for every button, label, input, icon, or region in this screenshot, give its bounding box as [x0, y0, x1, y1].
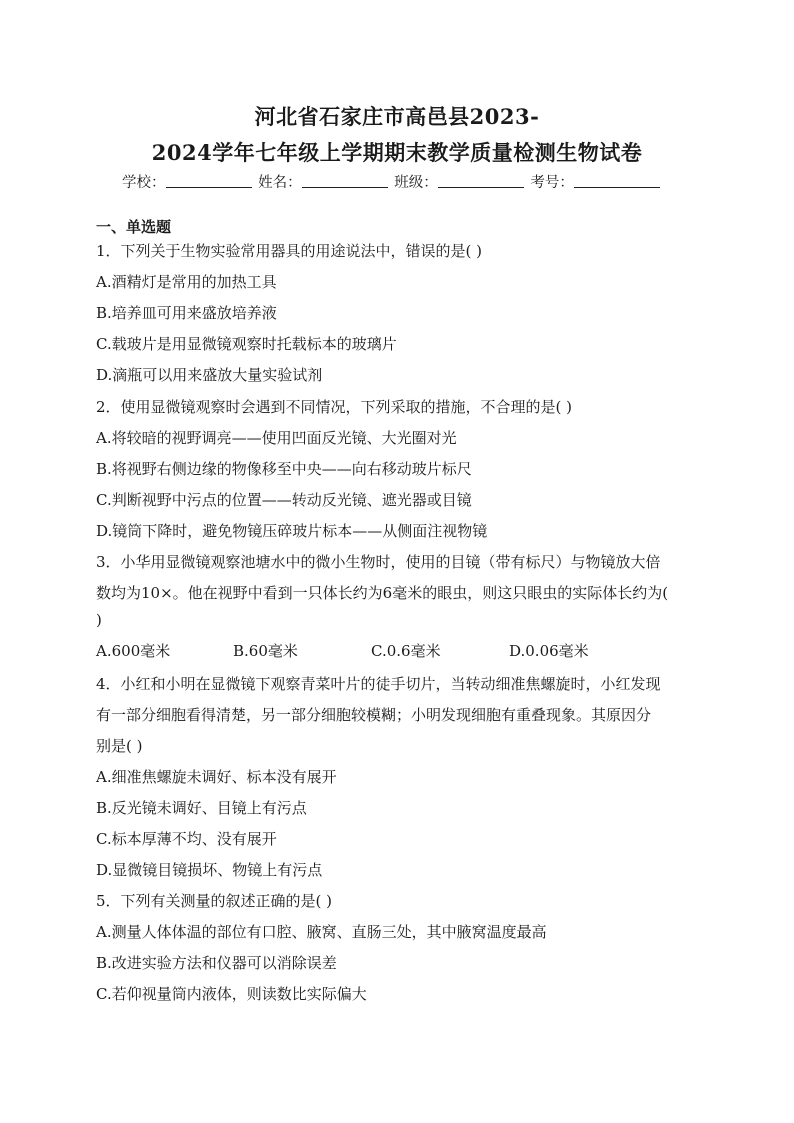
question-4-option-a: A.细准焦螺旋未调好、标本没有展开	[96, 768, 337, 786]
question-4-stem-line2: 有一部分细胞看得清楚，另一部分细胞较模糊；小明发现细胞有重叠现象。其原因分	[96, 706, 652, 724]
exam-number-blank[interactable]	[574, 173, 660, 188]
student-info-row	[122, 171, 662, 192]
question-5-stem: 5．下列有关测量的叙述正确的是( )	[96, 892, 333, 910]
question-1-option-a: A.酒精灯是常用的加热工具	[96, 273, 277, 291]
question-2-option-d: D.镜筒下降时，避免物镜压碎玻片标本——从侧面注视物镜	[96, 522, 488, 540]
class-blank[interactable]	[438, 173, 524, 188]
question-2-stem: 2．使用显微镜观察时会遇到不同情况，下列采取的措施，不合理的是( )	[96, 398, 573, 416]
question-1-stem: 1．下列关于生物实验常用器具的用途说法中，错误的是( )	[96, 242, 483, 260]
question-3-option-b: B.60毫米	[233, 642, 298, 660]
question-3-stem-line1: 3．小华用显微镜观察池塘水中的微小生物时，使用的目镜（带有标尺）与物镜放大倍	[96, 553, 661, 571]
section-title: 一、单选题	[96, 218, 172, 236]
question-4-option-b: B.反光镜未调好、目镜上有污点	[96, 799, 307, 817]
exam-title-line1: 河北省石家庄市高邑县2023-	[254, 104, 540, 129]
exam-title-line2: 2024学年七年级上学期期末教学质量检测生物试卷	[151, 140, 643, 165]
name-label: 姓名：	[258, 175, 302, 191]
question-2-option-c: C.判断视野中污点的位置——转动反光镜、遮光器或目镜	[96, 491, 472, 509]
question-3-option-c: C.0.6毫米	[371, 642, 441, 660]
question-1-option-b: B.培养皿可用来盛放培养液	[96, 304, 277, 322]
question-3-stem-line2: 数均为10×。他在视野中看到一只体长约为6毫米的眼虫，则这只眼虫的实际体长约为(	[96, 584, 669, 602]
school-label: 学校：	[122, 175, 166, 191]
exam-number-label: 考号：	[530, 175, 574, 191]
question-3-option-d: D.0.06毫米	[509, 642, 589, 660]
question-4-stem-line3: 别是( )	[96, 737, 143, 755]
question-3-option-a: A.600毫米	[96, 642, 171, 660]
question-1-option-c: C.载玻片是用显微镜观察时托载标本的玻璃片	[96, 335, 397, 353]
question-5-option-a: A.测量人体体温的部位有口腔、腋窝、直肠三处，其中腋窝温度最高	[96, 923, 547, 941]
question-5-option-b: B.改进实验方法和仪器可以消除误差	[96, 954, 337, 972]
question-5-option-c: C.若仰视量筒内液体，则读数比实际偏大	[96, 985, 367, 1003]
name-blank[interactable]	[302, 173, 388, 188]
question-2-option-b: B.将视野右侧边缘的物像移至中央——向右移动玻片标尺	[96, 460, 472, 478]
question-1-option-d: D.滴瓶可以用来盛放大量实验试剂	[96, 366, 323, 384]
question-3-stem-line3: )	[96, 611, 102, 629]
question-4-option-d: D.显微镜目镜损坏、物镜上有污点	[96, 861, 323, 879]
question-2-option-a: A.将较暗的视野调亮——使用凹面反光镜、大光圈对光	[96, 429, 457, 447]
school-blank[interactable]	[166, 173, 252, 188]
question-4-stem-line1: 4．小红和小明在显微镜下观察青菜叶片的徒手切片，当转动细准焦螺旋时，小红发现	[96, 675, 661, 693]
question-4-option-c: C.标本厚薄不均、没有展开	[96, 830, 277, 848]
class-label: 班级：	[394, 175, 438, 191]
